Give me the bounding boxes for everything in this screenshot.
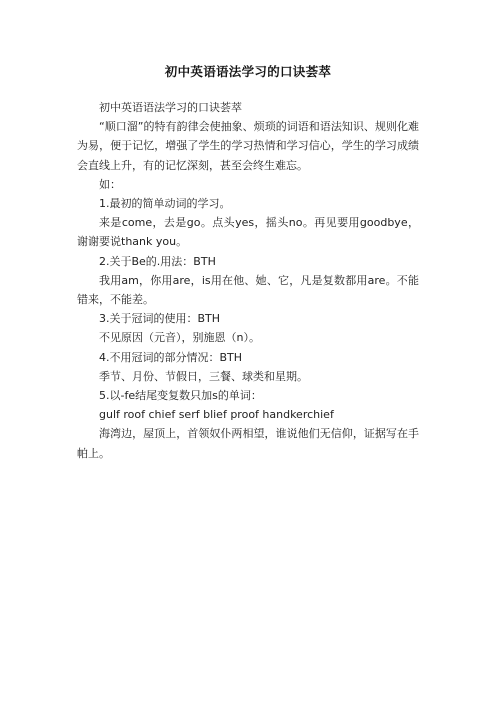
document-title: 初中英语语法学习的口诀荟萃 xyxy=(164,64,332,79)
paragraph-rhyme-2: 我用am，你用are，is用在他、她、它，凡是复数都用are。不能错来，不能差。 xyxy=(77,273,419,307)
paragraph-rhyme-3: 不见原因（元音），别施恩（n）。 xyxy=(99,331,260,345)
paragraph-heading-3: 3.关于冠词的使用：BTH xyxy=(99,312,221,326)
paragraph-heading-1: 1.最初的简单动词的学习。 xyxy=(99,197,231,211)
paragraph-heading-2: 2.关于Be的.用法：BTH xyxy=(99,254,216,268)
paragraph-subtitle: 初中英语语法学习的口诀荟萃 xyxy=(99,101,242,114)
paragraph-heading-4: 4.不用冠词的部分情况：BTH xyxy=(99,350,243,364)
paragraph-rhyme-4: 季节、月份、节假日，三餐、球类和星期。 xyxy=(99,369,308,383)
paragraph-rhyme-1: 来是come，去是go。点头yes，摇头no。再见要用goodbye，谢谢要说thank you。 xyxy=(77,216,419,249)
paragraph-word-list: gulf roof chief serf blief proof handkerchief xyxy=(99,408,334,422)
paragraph-intro: “顺口溜”的特有韵律会使抽象、烦琐的词语和语法知识、规则化难为易，便于记忆，增强了学生的学习热情和学习信心，学生的学习成绩会直线上升，有的记忆深刻，甚至会终生难忘。 xyxy=(77,120,419,172)
paragraph-rhyme-5: 海湾边，屋顶上，首领奴仆两相望，谁说他们无信仰，证据写在手帕上。 xyxy=(77,427,419,460)
paragraph-heading-5: 5.以-fe结尾变复数只加s的单词： xyxy=(99,389,262,403)
paragraph-example-lead: 如： xyxy=(99,177,121,191)
